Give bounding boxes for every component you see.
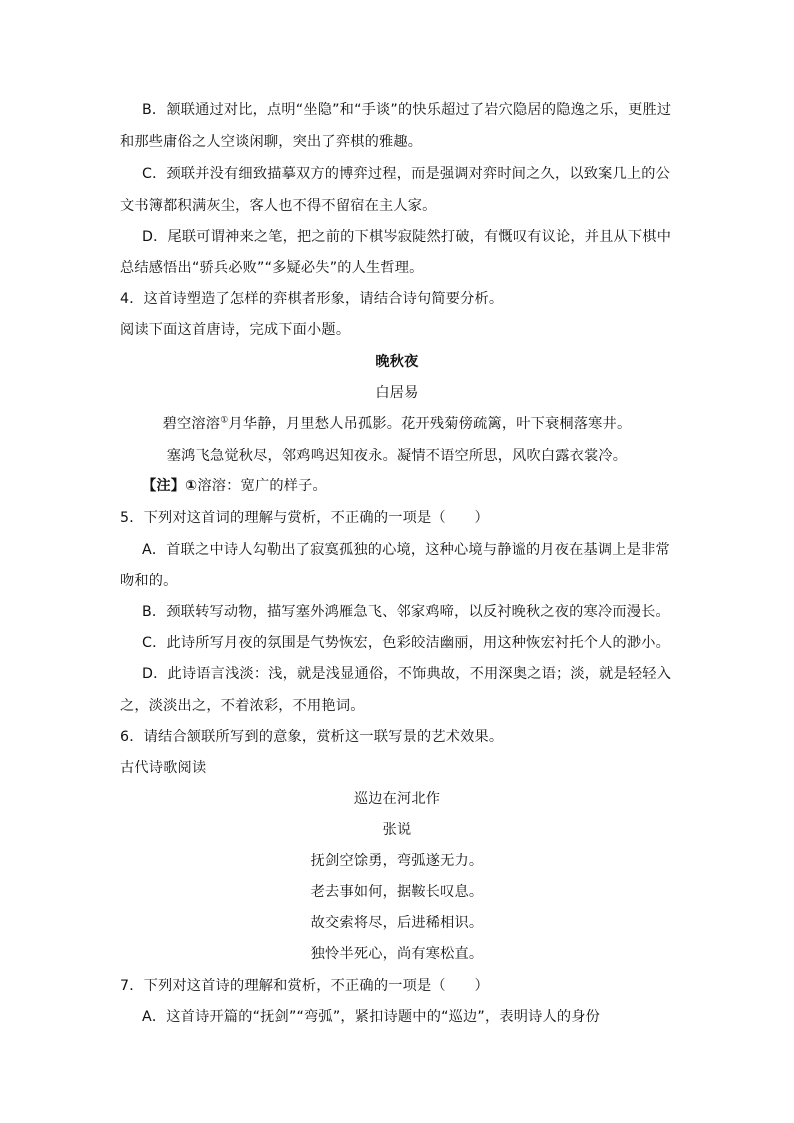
poem-1-line-2: 塞鸿飞急觉秋尽，邻鸡鸣迟知夜永。凝情不语空所思，风吹白露衣裳冷。 — [166, 448, 628, 464]
note-number: ① — [185, 478, 198, 494]
q5-option-d-line1: D．此诗语言浅淡：浅，就是浅显通俗，不饰典故，不用深奥之语；淡，就是轻轻入 — [142, 666, 672, 682]
poem-2-title: 巡边在河北作 — [353, 791, 441, 807]
q3-option-c-line1: C．颈联并没有细致描摹双方的博弈过程，而是强调对弈时间之久，以致案几上的公 — [142, 166, 671, 182]
poem-2-author: 张说 — [382, 822, 412, 838]
poem-1-note — [142, 476, 327, 496]
section-2-intro: 阅读下面这首唐诗，完成下面小题。 — [120, 322, 351, 338]
q5-option-a-line1: A．首联之中诗人勾勒出了寂寞孤独的心境，这种心境与静谧的月夜在基调上是非常 — [142, 542, 670, 558]
q5-option-b: B．颈联转写动物，描写塞外鸿雁急飞、邻家鸡啼，以反衬晚秋之夜的寒冷而漫长。 — [142, 604, 670, 620]
poem-2-line-4: 独怜半死心，尚有寒松直。 — [310, 946, 484, 962]
note-text: 溶溶：宽广的样子。 — [197, 478, 327, 494]
question-4: 4．这首诗塑造了怎样的弈棋者形象，请结合诗句简要分析。 — [120, 291, 504, 307]
q3-option-c-line2: 文书簿都积满灰尘，客人也不得不留宿在主人家。 — [120, 198, 437, 214]
q7-option-a-line1: A．这首诗开篇的“抚剑”“弯弧”，紧扣诗题中的“巡边”，表明诗人的身份 — [142, 1009, 601, 1025]
q5-option-a-line2: 吻和的。 — [120, 573, 178, 589]
q3-option-d-line1: D．尾联可谓神来之笔，把之前的下棋岑寂陡然打破，有慨叹有议论，并且从下棋中 — [142, 229, 672, 245]
poem-2-line-1: 抚剑空馀勇，弯弧遂无力。 — [310, 853, 484, 869]
poem-2-line-3: 故交索将尽，后进稀相识。 — [310, 915, 484, 931]
poem-2-line-2: 老去事如何，据鞍长叹息。 — [310, 884, 484, 900]
footnote-marker: ① — [220, 415, 229, 426]
question-5-stem: 5．下列对这首词的理解与赏析，不正确的一项是（ ） — [120, 510, 489, 526]
poem-1-line-1-b: 月华静，月里愁人吊孤影。花开残菊傍疏篱，叶下衰桐落寒井。 — [228, 416, 632, 432]
poem-1-title: 晚秋夜 — [375, 354, 419, 370]
question-6: 6．请结合颔联所写到的意象，赏析这一联写景的艺术效果。 — [120, 729, 504, 745]
q5-option-d-line2: 之，淡淡出之，不着浓彩，不用艳词。 — [120, 698, 365, 714]
q3-option-d-line2: 总结感悟出“骄兵必败”“多疑必失”的人生哲理。 — [120, 260, 424, 276]
poem-1-line-1-a: 碧空溶溶 — [162, 416, 221, 432]
q3-option-b-line2: 和那些庸俗之人空谈闲聊，突出了弈棋的雅趣。 — [120, 134, 423, 150]
question-7-stem: 7．下列对这首诗的理解和赏析，不正确的一项是（ ） — [120, 978, 489, 994]
poem-1-author: 白居易 — [375, 385, 419, 401]
poem-1-line-1 — [0, 414, 794, 434]
q5-option-c: C．此诗所写月夜的氛围是气势恢宏，色彩皎洁幽丽，用这种恢宏衬托个人的渺小。 — [142, 635, 671, 651]
section-3-intro: 古代诗歌阅读 — [120, 760, 207, 776]
note-label: 【注】 — [142, 478, 186, 494]
q3-option-b-line1: B．颔联通过对比，点明“坐隐”和“手谈”的快乐超过了岩穴隐居的隐逸之乐，更胜过 — [142, 102, 672, 118]
